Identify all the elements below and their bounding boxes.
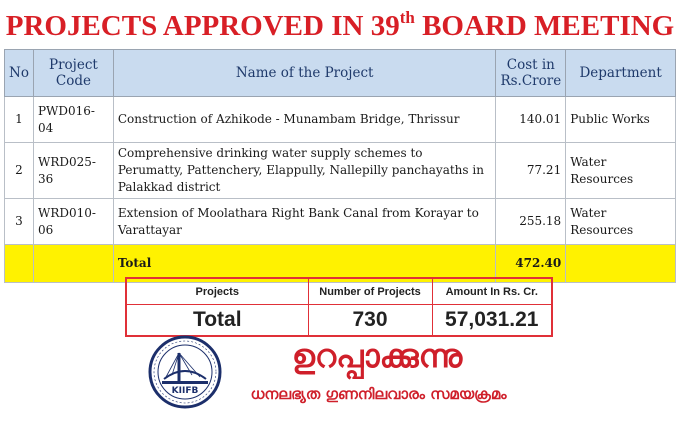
projects-table <box>4 49 676 283</box>
row-no: 3 <box>5 199 34 245</box>
row-cost: 255.18 <box>496 199 566 245</box>
table-row <box>5 143 676 199</box>
header-no: No <box>5 50 34 97</box>
header-cost: Cost in Rs.Crore <box>496 50 566 97</box>
tagline: ഉറപ്പാക്കുന്നു <box>291 337 463 375</box>
row-code: PWD016-04 <box>33 97 113 143</box>
header-dept: Department <box>566 50 676 97</box>
table-row <box>5 199 676 245</box>
row-cost: 77.21 <box>496 143 566 199</box>
summary-row <box>126 305 552 337</box>
total-empty-no <box>5 245 34 283</box>
row-no: 1 <box>5 97 34 143</box>
total-empty-dept <box>566 245 676 283</box>
summary-header-row <box>126 278 552 305</box>
subtagline: ധനലഭ്യത ഗുണനിലവാരം സമയക്രമം <box>250 385 507 403</box>
total-label: Total <box>113 245 496 283</box>
summary-count: 730 <box>308 305 432 337</box>
summary-amount: 57,031.21 <box>432 305 552 337</box>
svg-text:KIIFB: KIIFB <box>171 386 199 396</box>
bridge-seal-icon <box>148 335 222 409</box>
summary-header-projects: Projects <box>126 278 308 305</box>
total-cost: 472.40 <box>496 245 566 283</box>
row-name: Extension of Moolathara Right Bank Canal from Korayar to Varattayar <box>113 199 496 245</box>
table-header-row <box>5 50 676 97</box>
row-dept: Water Resources <box>566 199 676 245</box>
row-dept: Public Works <box>566 97 676 143</box>
header-name: Name of the Project <box>113 50 496 97</box>
row-cost: 140.01 <box>496 97 566 143</box>
page-title: PROJECTS APPROVED IN 39th BOARD MEETING <box>5 8 675 42</box>
row-code: WRD010-06 <box>33 199 113 245</box>
kiifb-logo <box>148 335 222 409</box>
row-dept: Water Resources <box>566 143 676 199</box>
summary-table <box>125 277 553 337</box>
row-no: 2 <box>5 143 34 199</box>
total-empty-code <box>33 245 113 283</box>
row-name: Comprehensive drinking water supply schemes to Perumatty, Pattenchery, Elappully, Nallepilly panchayaths in Palakkad district <box>113 143 496 199</box>
row-name: Construction of Azhikode - Munambam Bridge, Thrissur <box>113 97 496 143</box>
table-row <box>5 97 676 143</box>
summary-header-count: Number of Projects <box>308 278 432 305</box>
header-code: Project Code <box>33 50 113 97</box>
summary-label: Total <box>126 305 308 337</box>
summary-header-amount: Amount In Rs. Cr. <box>432 278 552 305</box>
row-code: WRD025-36 <box>33 143 113 199</box>
